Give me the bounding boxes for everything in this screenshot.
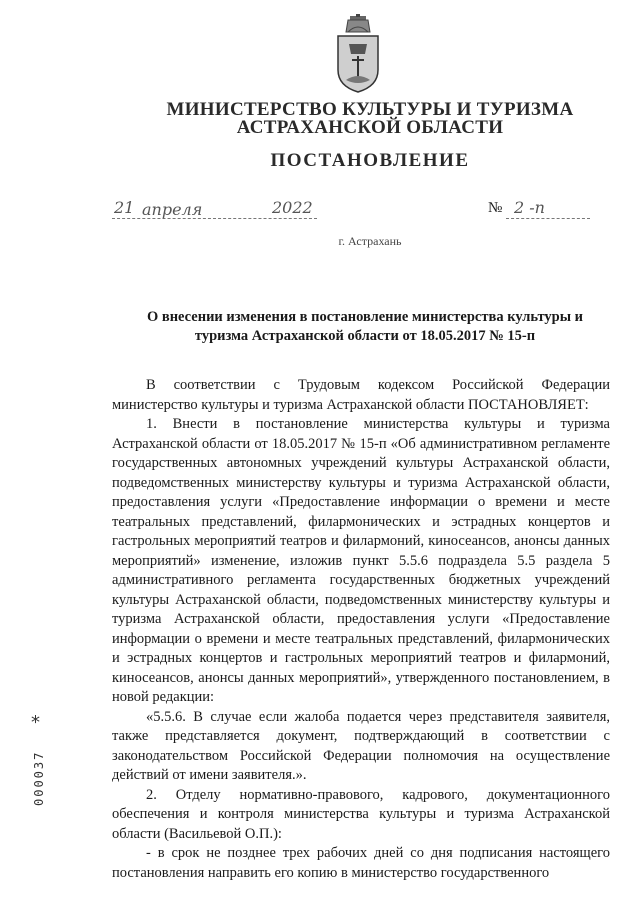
registration-stamp — [30, 712, 50, 810]
coat-of-arms-icon — [330, 14, 386, 94]
registration-code: 000037 — [32, 750, 46, 806]
paragraph-new-wording: «5.5.6. В случае если жалоба подается через представителя заявителя, также представляется документ, подтверждающий в соответствии с законодательством Российской Федерации полномочия на осуществление действий от имени заявителя.». — [112, 708, 610, 783]
document-body — [112, 376, 610, 883]
date-month: апреля — [142, 200, 203, 219]
date-day: 21 — [114, 198, 135, 217]
document-date — [112, 198, 317, 219]
paragraph-item-1: 1. Внести в постановление министерства культуры и туризма Астраханской области от 18.05.2017 № 15-п «Об административном регламенте государственных автономных учреждений культуры Астраханской области, подведомственных министерству культуры и туризма Астраханской области, предоставления услуги «Предоставление информации о времени и месте театральных представлений, филармонических и эстрадных концертов и гастрольных мероприятий театров и филармоний, киносеансов, анонсы данных мероприятий» изменение, изложив пункт 5.5.6 подраздела 5.5 раздела 5 административного регламента государственных бюджетных учреждений культуры Астраханской области, подведомственных министерству культуры и туризма Астраханской области, предоставления услуги «Предоставление информации о времени и месте театральных представлений, филармонических и эстрадных концертов и гастрольных мероприятий театров и филармоний, киносеансов, анонсы данных мероприятий», утвержденного постановлением, в новой редакции: — [112, 416, 610, 705]
ministry-name-line-2: АСТРАХАНСКОЙ ОБЛАСТИ — [236, 117, 504, 138]
paragraph-preamble: В соответствии с Трудовым кодексом Российской Федерации министерство культуры и туризма Астраханской области ПОСТАНОВЛЯЕТ: — [112, 377, 610, 413]
issue-city: г. Астрахань — [338, 234, 402, 248]
asterisk-mark: * — [31, 712, 40, 733]
document-number-field — [506, 198, 590, 219]
ministry-name-line-1: МИНИСТЕРСТВО КУЛЬТУРЫ И ТУРИЗМА — [166, 99, 574, 120]
number-sign: № — [488, 200, 503, 216]
document-subject: О внесении изменения в постановление министерства культуры и туризма Астраханской области от 18.05.2017 № 15-п — [146, 309, 584, 344]
paragraph-item-2-dash-1: - в срок не позднее трех рабочих дней со дня подписания настоящего постановления направить его копию в министерство государственного — [112, 845, 610, 881]
date-year: 2022 — [272, 198, 313, 217]
document-type-title: ПОСТАНОВЛЕНИЕ — [270, 150, 470, 171]
document-number: 2 -п — [514, 198, 545, 217]
paragraph-item-2: 2. Отделу нормативно-правового, кадрового, документационного обеспечения и контроля министерства культуры и туризма Астраханской области (Васильевой О.П.): — [112, 786, 610, 842]
